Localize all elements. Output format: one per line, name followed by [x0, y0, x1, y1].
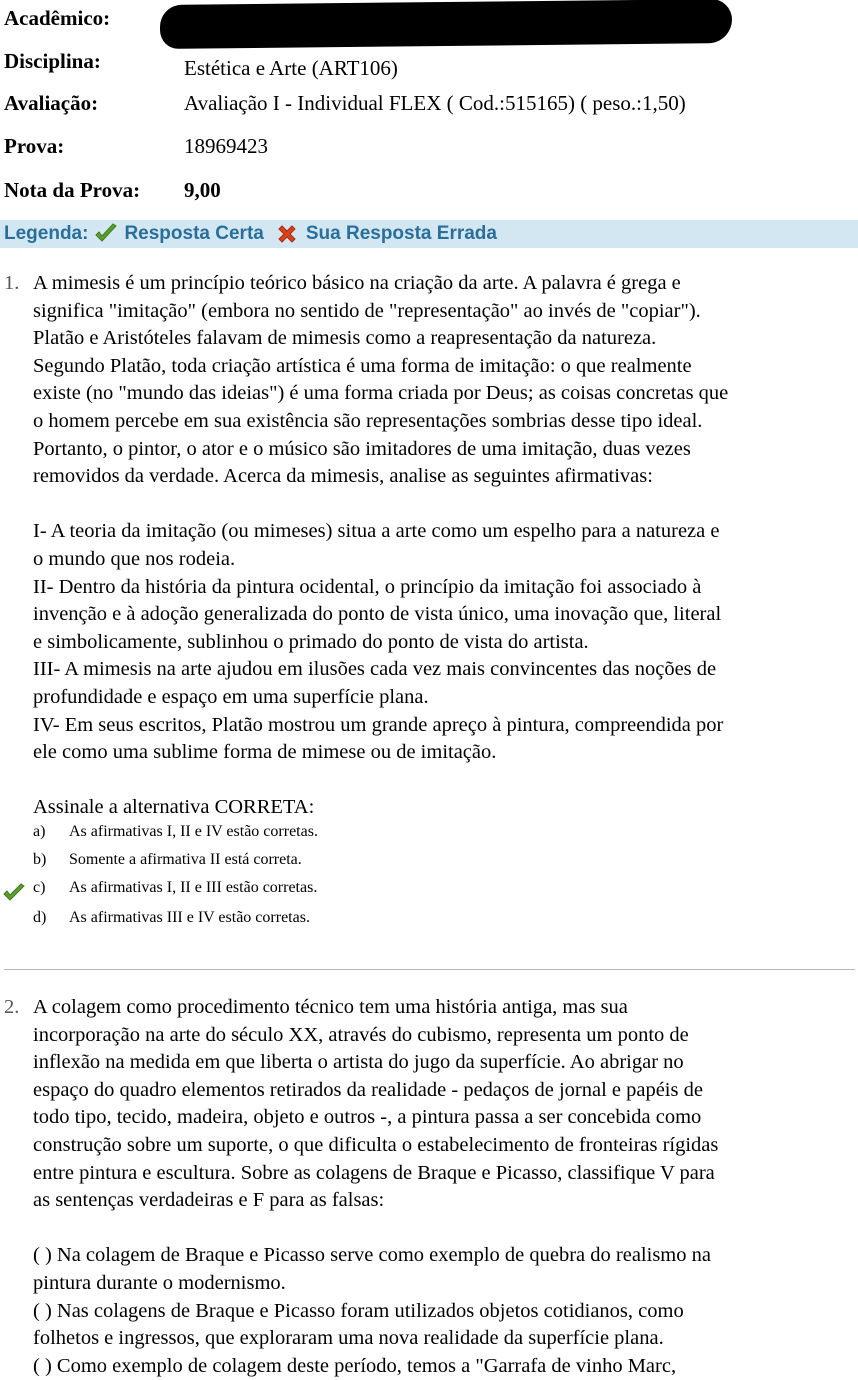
- option-letter: d): [33, 909, 47, 926]
- option-text: As afirmativas I, II e IV estão corretas.: [69, 823, 318, 840]
- question-line: ( ) Nas colagens de Braque e Picasso foram utilizados objetos cotidianos, como: [33, 1299, 684, 1322]
- x-icon: [276, 223, 298, 245]
- question-text: [33, 270, 858, 822]
- redacted-name: [160, 0, 732, 49]
- question-line: A colagem como procedimento técnico tem uma história antiga, mas sua: [33, 996, 628, 1018]
- question-line: folhetos e ingressos, que exploraram uma nova realidade da superfície plana.: [33, 1327, 664, 1350]
- academic-label: Acadêmico:: [4, 6, 111, 30]
- legend-wrong-label: Sua Resposta Errada: [305, 223, 497, 244]
- question-line: existe (no "mundo das ideias") é uma forma criada por Deus; as coisas concretas que: [33, 382, 729, 405]
- evaluation-value: Avaliação I - Individual FLEX ( Cod.:515165) ( peso.:1,50): [184, 91, 686, 115]
- exam-label: Prova:: [4, 134, 65, 158]
- option-letter: c): [33, 879, 46, 896]
- option-letter: a): [33, 823, 46, 840]
- exam-value: 18969423: [184, 134, 268, 158]
- question-line: Segundo Platão, toda criação artística é uma forma de imitação: o que realmente: [33, 354, 692, 377]
- legend-bar: [0, 220, 858, 248]
- question-line: [33, 1215, 858, 1243]
- question-line: [33, 767, 858, 795]
- question-line: e simbolicamente, sublinhou o primado do ponto de vista do artista.: [33, 630, 589, 653]
- check-icon: [94, 223, 118, 245]
- option-text: As afirmativas III e IV estão corretas.: [69, 909, 310, 926]
- question-line: espaço do quadro elementos retirados da realidade - pedaços de jornal e papéis de: [33, 1078, 703, 1101]
- legend-correct-label: Resposta Certa: [124, 223, 264, 244]
- question-number: 2.: [4, 996, 20, 1018]
- grade-label: Nota da Prova:: [4, 178, 141, 202]
- question-line: Portanto, o pintor, o ator e o músico são imitadores de uma imitação, duas vezes: [33, 437, 691, 460]
- grade-value: 9,00: [184, 178, 221, 202]
- question-line: Assinale a alternativa CORRETA:: [33, 796, 315, 819]
- question-line: incorporação na arte do século XX, através do cubismo, representa um ponto de: [33, 1023, 689, 1046]
- question-line: ele como uma sublime forma de mimese ou de imitação.: [33, 741, 497, 764]
- question-line: todo tipo, tecido, madeira, objeto e outros -, a pintura passa a ser concebida como: [33, 1106, 702, 1129]
- question-line: invenção e à adoção generalizada do ponto de vista único, uma inovação que, literal: [33, 603, 722, 626]
- question-line: o mundo que nos rodeia.: [33, 547, 236, 570]
- evaluation-label: Avaliação:: [4, 91, 99, 115]
- question-line: IV- Em seus escritos, Platão mostrou um grande apreço à pintura, compreendida por: [33, 713, 724, 736]
- option-letter: b): [33, 851, 47, 868]
- option-text: As afirmativas I, II e III estão corretas.: [69, 879, 318, 896]
- legend-label: Legenda:: [4, 223, 89, 244]
- question-line: ( ) Na colagem de Braque e Picasso serve como exemplo de quebra do realismo na: [33, 1244, 711, 1267]
- question-line: III- A mimesis na arte ajudou em ilusões cada vez mais convincentes das noções de: [33, 658, 717, 681]
- option-text: Somente a afirmativa II está correta.: [69, 851, 302, 868]
- question-line: pintura durante o modernismo.: [33, 1271, 286, 1294]
- question-line: Platão e Aristóteles falavam de mimesis como a reapresentação da natureza.: [33, 327, 657, 350]
- discipline-label: Disciplina:: [4, 49, 101, 73]
- question-line: II- Dentro da história da pintura ocidental, o princípio da imitação foi associado à: [33, 575, 702, 598]
- question-line: ( ) Como exemplo de colagem deste período, temos a "Garrafa de vinho Marc,: [33, 1354, 677, 1377]
- question-line: as sentenças verdadeiras e F para as falsas:: [33, 1189, 385, 1212]
- question-line: significa "imitação" (embora no sentido de "representação" ao invés de "copiar").: [33, 299, 701, 322]
- question-number: 1.: [4, 272, 20, 294]
- question-line: [33, 491, 858, 519]
- question-text: [33, 994, 858, 1380]
- question-line: construção sobre um suporte, o que dificulta o estabelecimento de fronteiras rígidas: [33, 1133, 719, 1156]
- question-line: A mimesis é um princípio teórico básico na criação da arte. A palavra é grega e: [33, 272, 681, 294]
- question-line: entre pintura e escultura. Sobre as colagens de Braque e Picasso, classifique V para: [33, 1161, 715, 1184]
- question-line: o homem percebe em sua existência são representações sombrias desse tipo ideal.: [33, 409, 703, 432]
- correct-answer-check-icon: [2, 883, 26, 908]
- question-line: I- A teoria da imitação (ou mimeses) situa a arte como um espelho para a natureza e: [33, 520, 720, 543]
- question-divider: [4, 969, 855, 970]
- question-line: profundidade e espaço em uma superfície plana.: [33, 685, 429, 708]
- question-line: inflexão na medida em que liberta o artista do jugo da superfície. Ao abrigar no: [33, 1051, 684, 1074]
- question-line: removidos da verdade. Acerca da mimesis, analise as seguintes afirmativas:: [33, 465, 653, 488]
- discipline-value: Estética e Arte (ART106): [184, 56, 398, 80]
